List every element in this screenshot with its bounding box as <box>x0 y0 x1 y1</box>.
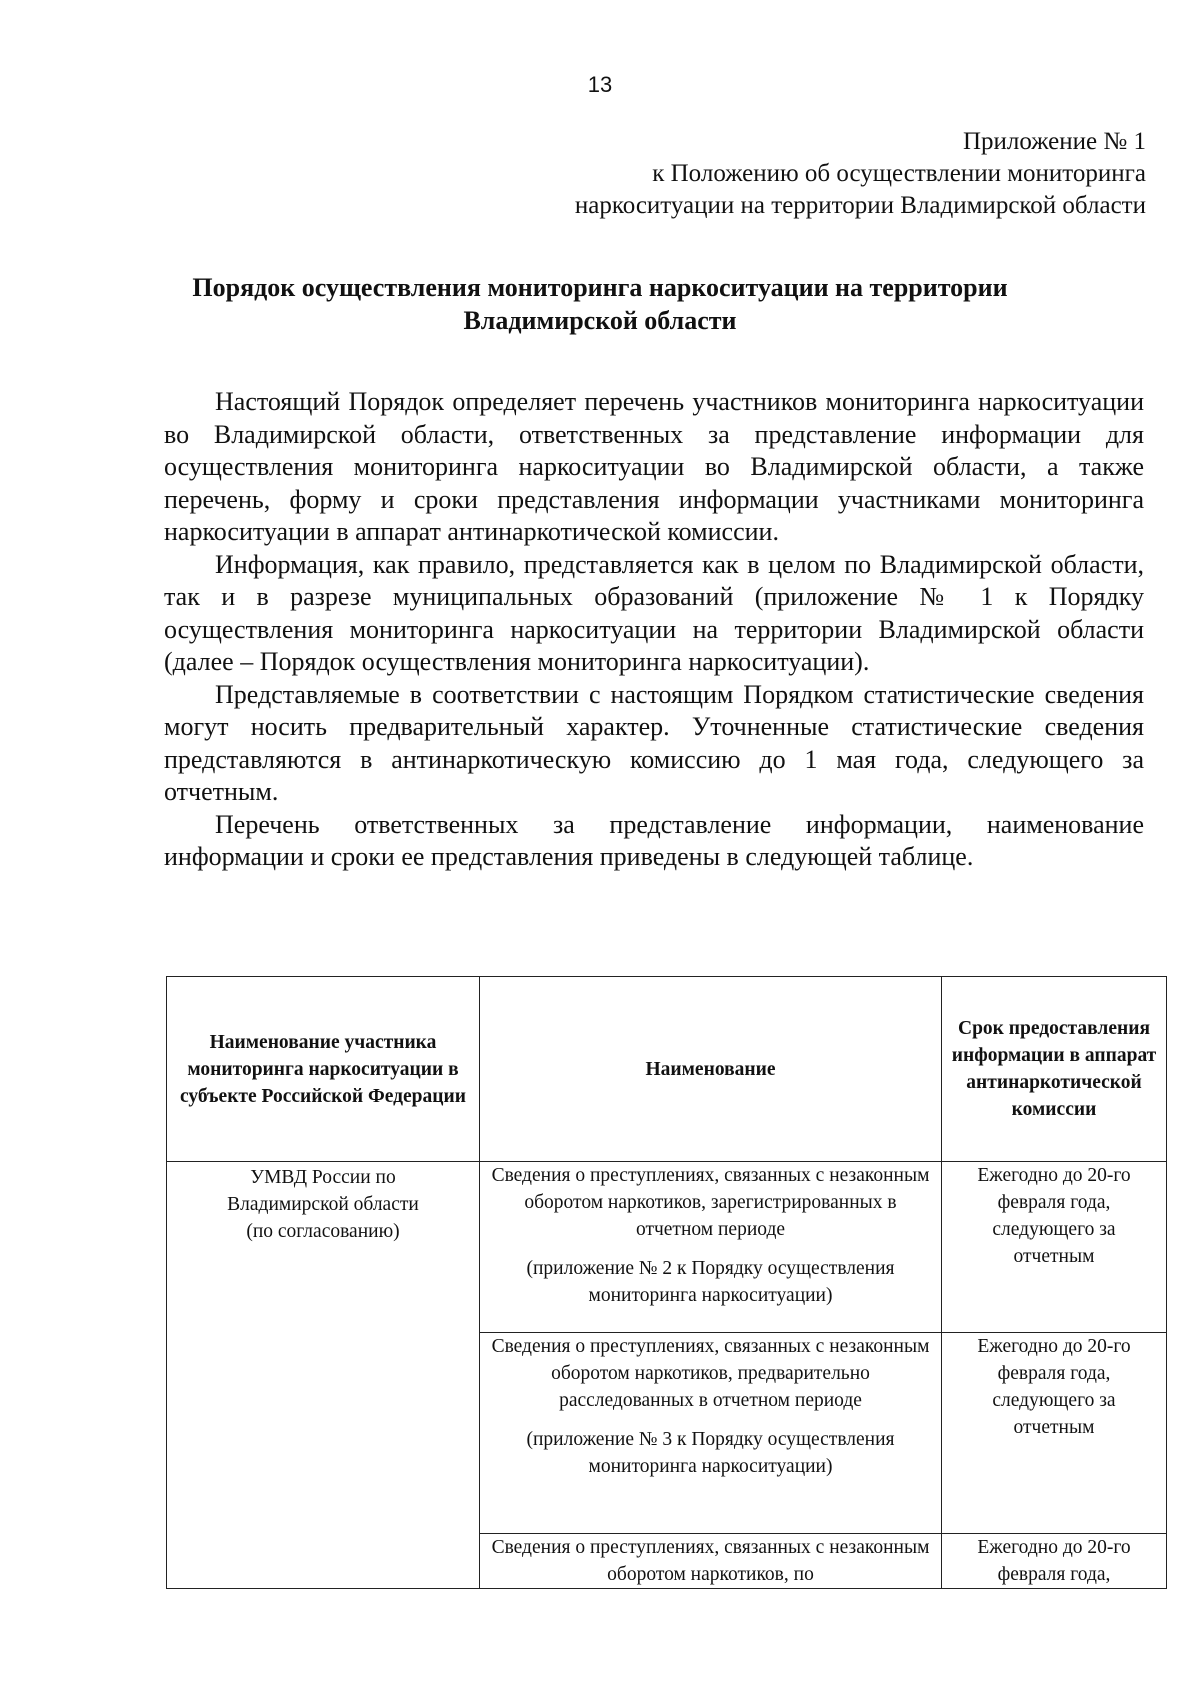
name-text: Сведения о преступлениях, связанных с незаконным оборотом наркотиков, предварительно расследованных в отчетном периоде <box>491 1336 930 1411</box>
name-reference: (приложение № 3 к Порядку осуществления мониторинга наркоситуации) <box>526 1429 895 1477</box>
deadline-cell: Ежегодно до 20-го февраля года, <box>942 1534 1167 1589</box>
header-name: Наименование <box>480 977 942 1162</box>
participant-line-1: УМВД России по <box>250 1167 396 1188</box>
table-row <box>167 1162 1167 1333</box>
name-cell <box>480 1333 942 1534</box>
name-cell <box>480 1162 942 1333</box>
participant-line-3: (по согласованию) <box>246 1221 400 1242</box>
monitoring-table <box>166 976 1167 1589</box>
paragraph-1: Настоящий Порядок определяет перечень участников мониторинга наркоситуации во Владимирской области, ответственных за представление информации для осуществления мониторинга наркоситуации во Владимирской области, а также перечень, форму и сроки представления информации участниками мониторинга наркоситуации в аппарат антинаркотической комиссии. <box>164 387 1144 546</box>
name-text: Сведения о преступлениях, связанных с незаконным оборотом наркотиков, зарегистрированных в отчетном периоде <box>491 1165 930 1240</box>
appendix-line-1: Приложение № 1 <box>962 128 1146 155</box>
paragraph-3: Представляемые в соответствии с настоящим Порядком статистические сведения могут носить предварительный характер. Уточненные статистические сведения представляются в антинаркотическую комиссию до 1 мая года, следующего за отчетным. <box>164 679 1144 806</box>
name-reference: (приложение № 2 к Порядку осуществления мониторинга наркоситуации) <box>526 1258 895 1306</box>
document-title <box>100 271 1100 337</box>
appendix-header <box>446 126 1146 222</box>
appendix-line-3: наркоситуации на территории Владимирской области <box>574 192 1146 219</box>
header-deadline: Срок предоставления информации в аппарат антинаркотической комиссии <box>942 977 1167 1162</box>
header-participant: Наименование участника мониторинга наркоситуации в субъекте Российской Федерации <box>167 977 480 1162</box>
paragraph-2: Информация, как правило, представляется как в целом по Владимирской области, так и в разрезе муниципальных образований (приложение № 1 к Порядку осуществления мониторинга наркоситуации на территории Владимирской области (далее – Порядок осуществления мониторинга наркоситуации). <box>164 549 1144 676</box>
participant-line-2: Владимирской области <box>227 1194 419 1215</box>
page-number: 13 <box>587 72 613 97</box>
appendix-line-2: к Положению об осуществлении мониторинга <box>652 160 1146 187</box>
paragraph-4: Перечень ответственных за представление информации, наименование информации и сроки ее представления приведены в следующей таблице. <box>164 809 1144 871</box>
document-title-line-1: Порядок осуществления мониторинга наркоситуации на территории <box>192 273 1008 302</box>
body-text <box>164 386 1144 874</box>
participant-cell <box>167 1162 480 1589</box>
table-header-row <box>167 977 1167 1162</box>
name-cell <box>480 1534 942 1589</box>
deadline-cell: Ежегодно до 20-го февраля года, следующего за отчетным <box>942 1333 1167 1534</box>
name-text: Сведения о преступлениях, связанных с незаконным оборотом наркотиков, по <box>491 1537 930 1585</box>
deadline-cell: Ежегодно до 20-го февраля года, следующего за отчетным <box>942 1162 1167 1333</box>
document-title-line-2: Владимирской области <box>463 306 737 335</box>
